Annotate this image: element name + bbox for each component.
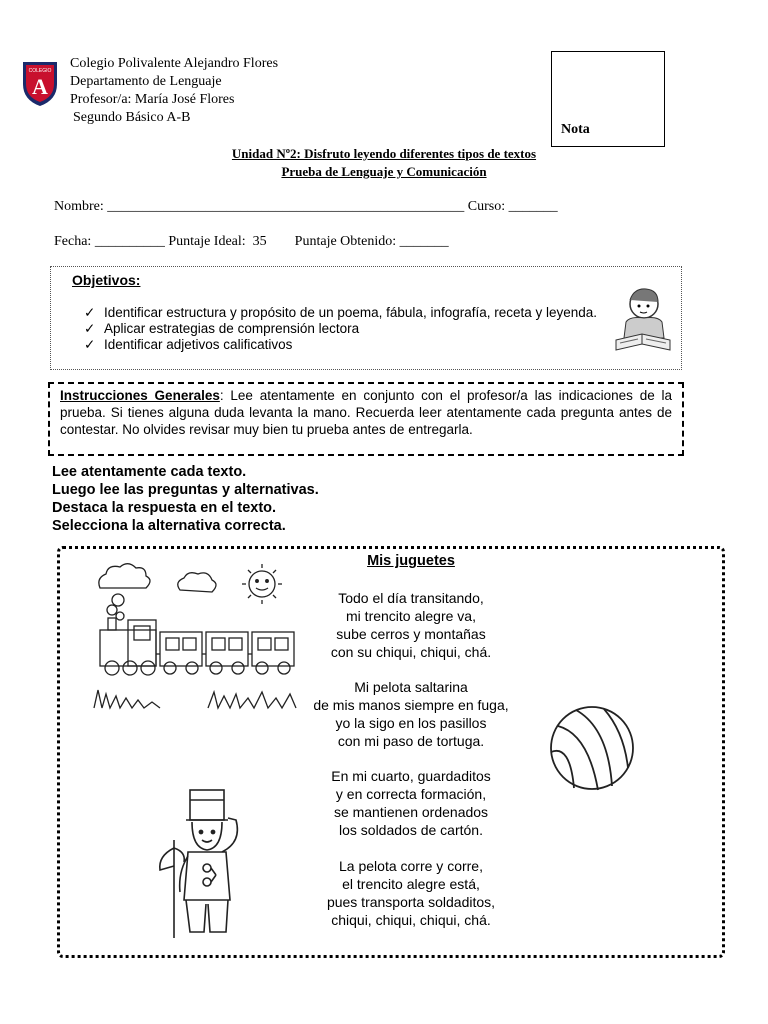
poem-line: La pelota corre y corre,	[339, 858, 483, 874]
poem-line: de mis manos siempre en fuga,	[313, 697, 509, 713]
name-course-field[interactable]: Nombre: ___________________________________________________ Curso: _______	[54, 199, 558, 214]
grade-label: Segundo Básico A-B	[73, 110, 191, 125]
poem-line: se mantienen ordenados	[333, 804, 489, 820]
poem-line: el trencito alegre está,	[342, 876, 480, 892]
checkmark-icon: ✓	[84, 321, 96, 336]
poem-line: Mi pelota saltarina	[354, 679, 468, 695]
objective-text: Aplicar estrategias de comprensión lectora	[104, 321, 360, 336]
poem-stanza	[0, 857, 768, 929]
ball-illustration	[548, 704, 636, 792]
poem-line: pues transporta soldaditos,	[326, 894, 496, 910]
poem-line: con mi paso de tortuga.	[337, 733, 485, 749]
teacher-name: Profesor/a: María José Flores	[70, 92, 235, 107]
poem-line: yo la sigo en los pasillos	[335, 715, 487, 731]
poem-line: mi trencito alegre va,	[346, 608, 476, 624]
poem-line: y en correcta formación,	[335, 786, 487, 802]
lead-line: Selecciona la alternativa correcta.	[52, 518, 286, 534]
poem-line: los soldados de cartón.	[339, 822, 483, 838]
objective-item	[84, 305, 597, 321]
checkmark-icon: ✓	[84, 305, 96, 320]
school-name: Colegio Polivalente Alejandro Flores	[70, 56, 279, 71]
instructions-body: : Lee atentamente en conjunto con el profesor/a las indicaciones de la prueba. Si tienes alguna duda levanta la mano. Recuerda leer atentamente cada pregunta antes de contestar. No olvides revisar muy bien tu prueba antes de entregarla.	[60, 388, 672, 437]
school-crest-logo	[20, 58, 60, 108]
department-name: Departamento de Lenguaje	[70, 74, 222, 89]
objective-item	[84, 337, 292, 353]
train-illustration	[90, 558, 300, 713]
logo-letter: A	[32, 74, 48, 99]
objective-text: Identificar adjetivos calificativos	[104, 337, 293, 352]
instructions-text	[60, 387, 672, 438]
poem-line: sube cerros y montañas	[336, 626, 486, 642]
unit-title: Unidad Nº2: Disfruto leyendo diferentes tipos de textos	[231, 146, 537, 161]
lead-line: Lee atentamente cada texto.	[52, 464, 247, 480]
nota-label: Nota	[561, 122, 590, 137]
lead-line: Luego lee las preguntas y alternativas.	[52, 482, 319, 498]
date-score-field[interactable]: Fecha: __________ Puntaje Ideal: 35 Puntaje Obtenido: _______	[54, 234, 449, 249]
poem-title: Mis juguetes	[367, 553, 455, 569]
objective-item	[84, 321, 359, 337]
toy-soldier-illustration	[150, 782, 260, 944]
objectives-title: Objetivos:	[72, 272, 141, 288]
poem-stanza	[0, 767, 768, 839]
poem-line: En mi cuarto, guardaditos	[331, 768, 491, 784]
logo-arc-text: COLEGIO	[28, 68, 52, 74]
school-header	[70, 55, 278, 127]
poem-line: con su chiqui, chiqui, chá.	[330, 644, 492, 660]
instructions-label: Instrucciones Generales	[60, 388, 220, 403]
reading-child-illustration	[612, 282, 674, 354]
lead-line: Destaca la respuesta en el texto.	[52, 500, 277, 516]
test-title: Prueba de Lenguaje y Comunicación	[281, 164, 487, 179]
poem-line: Todo el día transitando,	[338, 590, 484, 606]
checkmark-icon: ✓	[84, 337, 96, 352]
poem-line: chiqui, chiqui, chiqui, chá.	[331, 912, 491, 928]
objective-text: Identificar estructura y propósito de un poema, fábula, infografía, receta y leyenda.	[104, 305, 598, 320]
